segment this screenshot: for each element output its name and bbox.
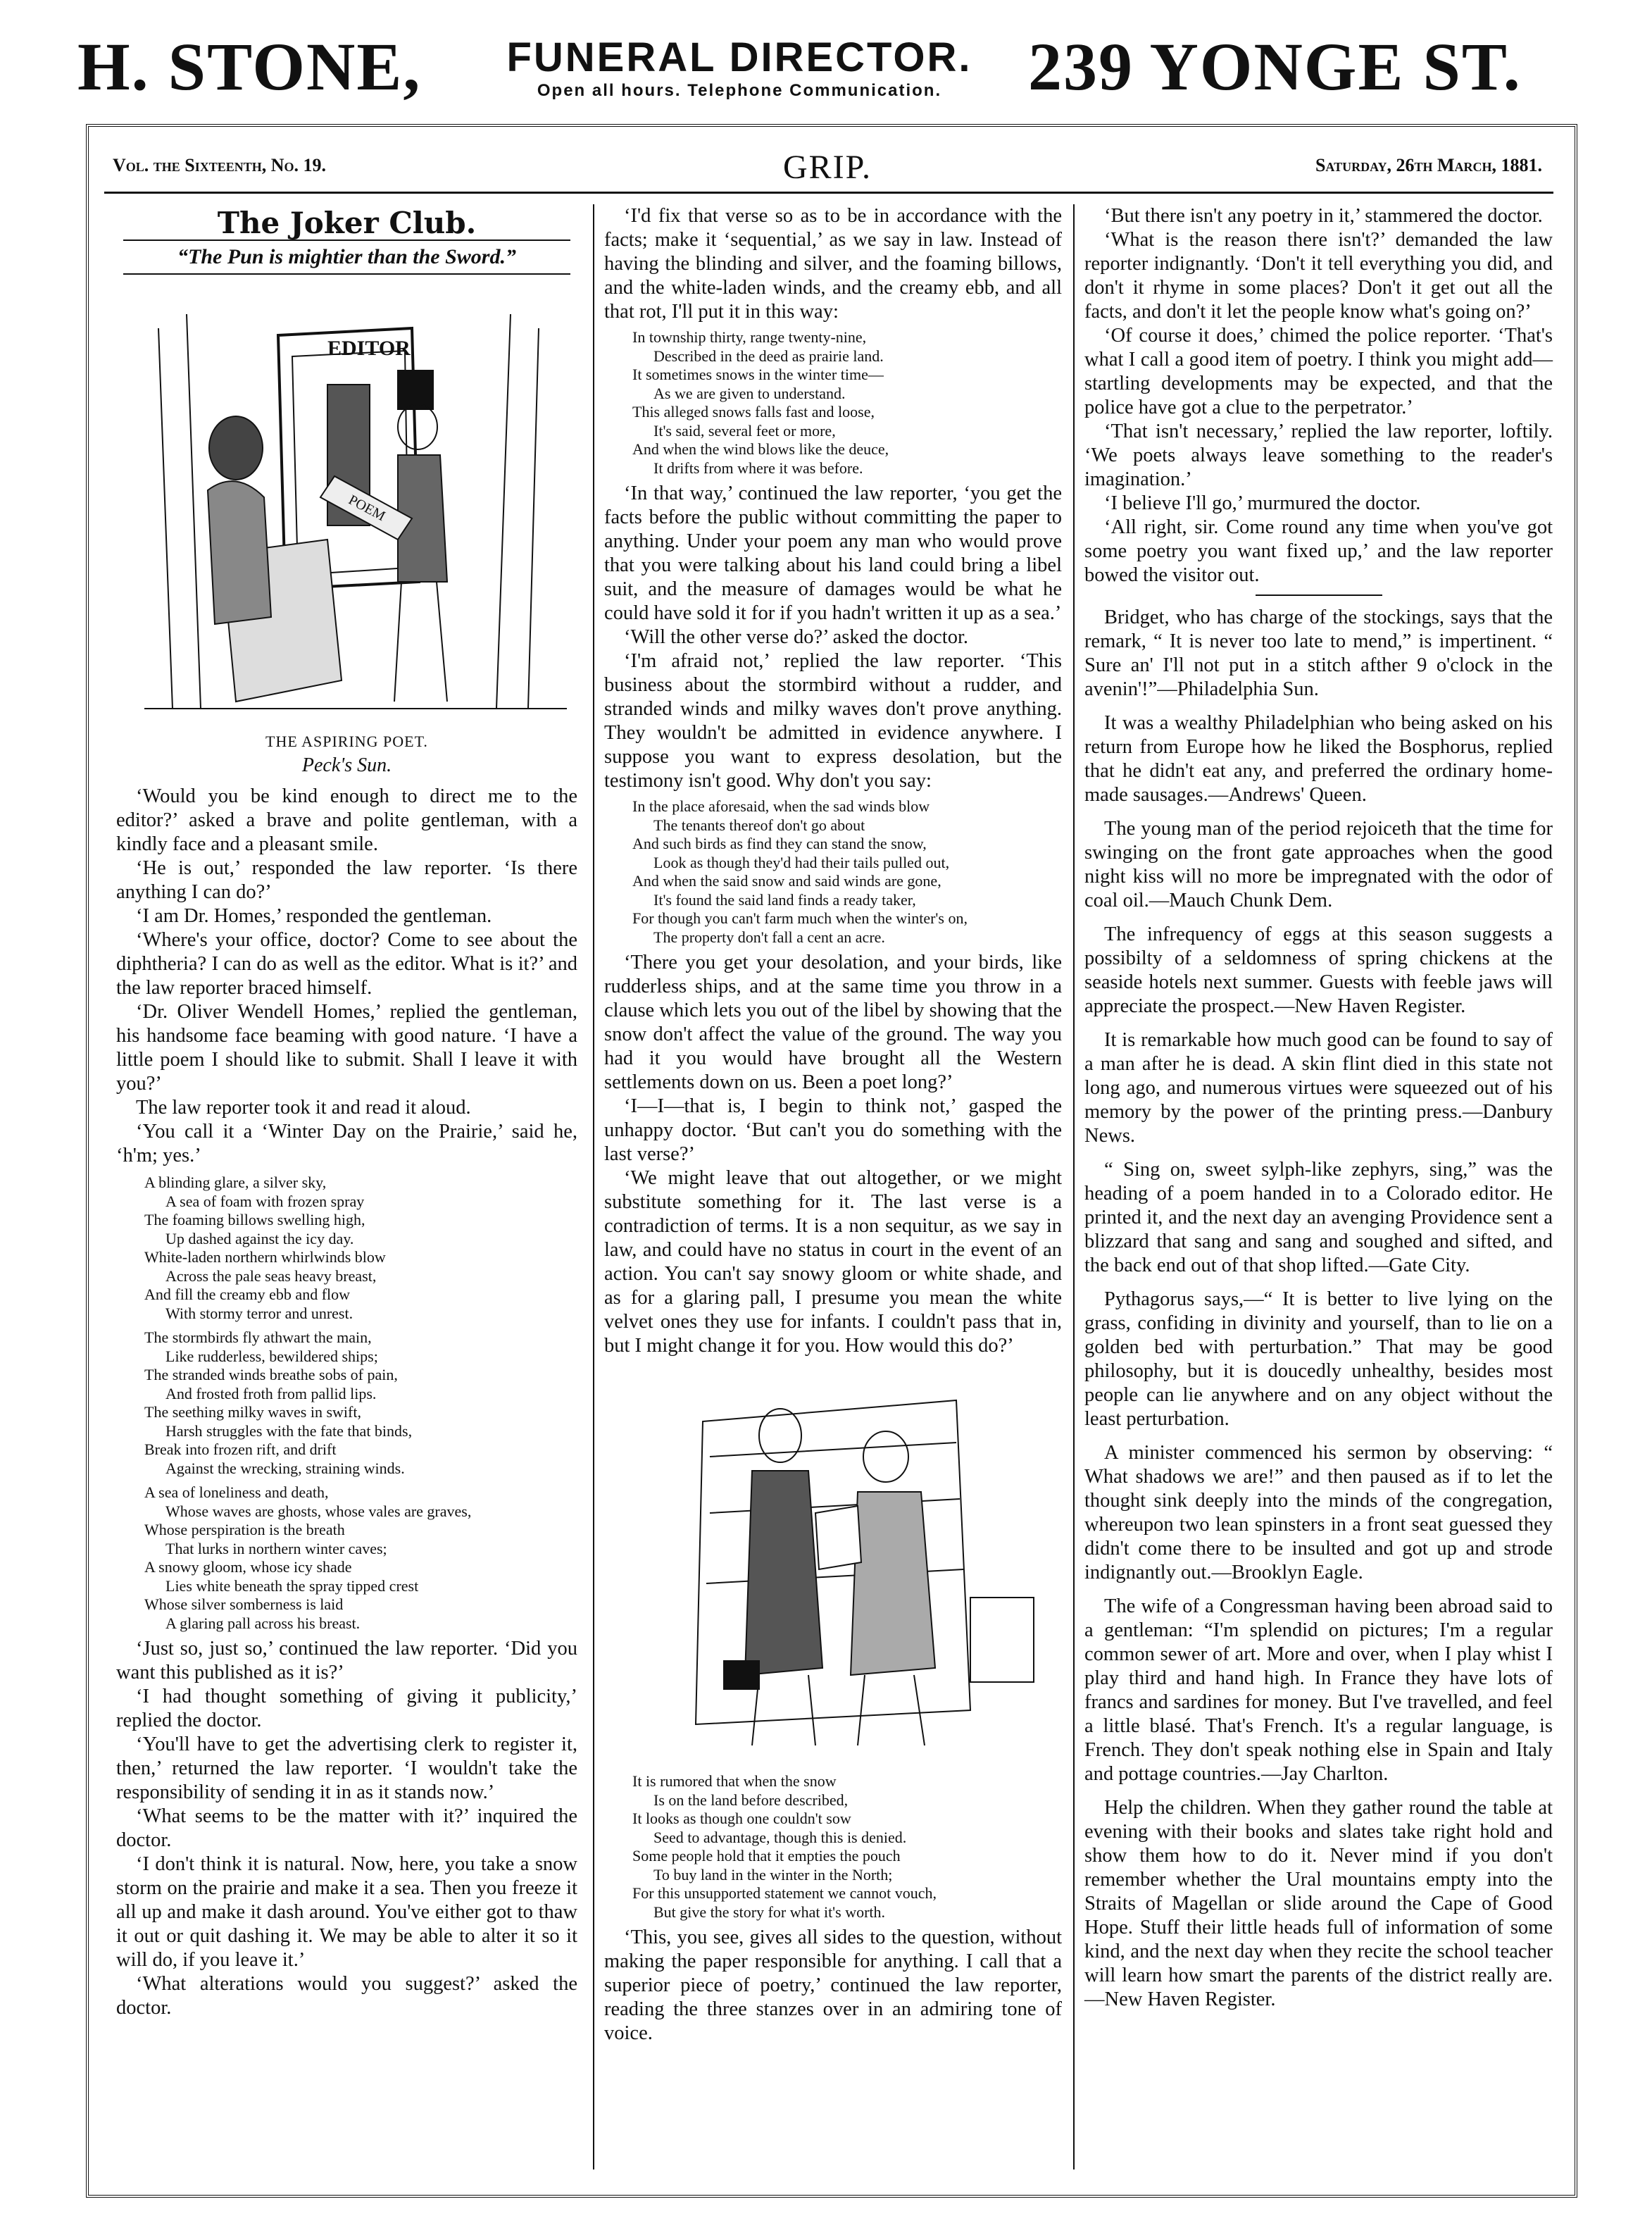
column1-paragraphs-b [116, 1637, 577, 2020]
paragraph: Pythagorus says,—“ It is better to live lying on the grass, confiding in divinity and yourself, than to lie on a golden bed with perturbation.” That may be good philosophy, but it is doucedly unhealthy, besides most people can lie anywhere and on any object without the least perturbation. [1084, 1288, 1553, 1430]
poem-line: Is on the land before described, [653, 1791, 849, 1809]
poem-line: This alleged snows falls fast and loose, [632, 403, 875, 421]
illus-scroll-label: POEM [346, 492, 388, 525]
poem-line: The foaming billows swelling high, [144, 1211, 365, 1228]
paragraph: “ Sing on, sweet sylph-like zephyrs, sing,” was the heading of a poem handed in to a Colorado editor. He printed it, and the next day an avenging Providence sent a blizzard that sang and sang and soughed and sifted, and the back end out of that shop lifted.—Gate City. [1084, 1159, 1553, 1276]
poem-line: Whose silver somberness is laid [144, 1595, 344, 1613]
poem-line: Up dashed against the icy day. [165, 1229, 354, 1247]
poem-stanza [144, 1328, 577, 1478]
poem-line: Against the wrecking, straining winds. [165, 1459, 405, 1477]
column2-paragraphs-b [604, 482, 1062, 793]
poem-line: It looks as though one couldn't sow [632, 1810, 851, 1827]
poem-line: And when the said snow and said winds are gone, [632, 872, 941, 890]
issue-date: Saturday, 26th March, 1881. [1315, 155, 1542, 175]
paragraph: ‘I'm afraid not,’ replied the law reporter. ‘This business about the stormbird without a rudder, and stranded winds and milky waves don't prove anything. They wouldn't be admitted in evidence anywhere. I suppose you want to express desolation, but the testimony isn't good. Why don't you say: [604, 650, 1062, 792]
poem-rumored [632, 1772, 1062, 1922]
poem-stanza [144, 1483, 577, 1633]
paragraph: ‘I had thought something of giving it publicity,’ replied the doctor. [116, 1686, 577, 1731]
illustration-credit: Peck's Sun. [301, 754, 392, 776]
poem-line: A blinding glare, a silver sky, [144, 1173, 327, 1191]
paragraph: ‘Will the other verse do?’ asked the doctor. [624, 626, 968, 648]
poem-line: And when the wind blows like the deuce, [632, 440, 889, 458]
paragraph: The wife of a Congressman having been abroad said to a gentleman: “I'm splendid on pictures; I'm a regular common sewer of art. More and over, when I play whist I play third and hand high. In France they have lots of francs and sardines for money. But I've travelled, and feel a little blasé. That's French. It's a regular language, is French. They don't speak nothing else in Spain and Italy and pottage countries.—Jay Charlton. [1084, 1595, 1553, 1785]
paragraph: A minister commenced his sermon by observing: “ What shadows we are!” and then paused as if to let the thought sink deeply into the minds of the congregation, whereupon two lean spinsters in a front seat guessed they didn't come there to be insulted and got up and strode indignantly out.—Brooklyn Eagle. [1084, 1442, 1553, 1583]
poem-line: Described in the deed as prairie land. [653, 347, 884, 365]
running-head [113, 148, 1542, 186]
poem-line: The seething milky waves in swift, [144, 1403, 361, 1421]
paragraph: ‘What is the reason there isn't?’ demanded the law reporter indignantly. ‘Don't it tell everything you did, and don't it rhyme in some places? Don't it get out all the facts, and don't it let the people know what's going on?’ [1084, 229, 1553, 323]
paragraph: ‘You'll have to get the advertising clerk to register it, then,’ returned the law reporter. ‘I wouldn't take the responsibility of sending it in as it stands now.’ [116, 1733, 577, 1803]
column-2 [604, 204, 1062, 2046]
poem-line: It is rumored that when the snow [632, 1772, 837, 1790]
paragraph: ‘Of course it does,’ chimed the police reporter. ‘That's what I call a good item of poetry. I think you might add—startling developments may be expected, and that the police have got a clue to the perpetrator.’ [1084, 325, 1553, 418]
paragraph: ‘What alterations would you suggest?’ asked the doctor. [116, 1973, 577, 2019]
poem-line: Harsh struggles with the fate that binds, [165, 1421, 413, 1440]
poem-line: Seed to advantage, though this is denied. [653, 1828, 907, 1846]
section-rule [1256, 594, 1382, 596]
aspiring-poet-illustration [116, 286, 577, 723]
poem-line: To buy land in the winter in the North; [653, 1865, 893, 1884]
paragraph: ‘I'd fix that verse so as to be in accordance with the facts; make it ‘sequential,’ as we say in law. Instead of having the blinding and silver, and the foaming billows, and the white-laden winds, and the creamy ebb, and all that rot, I'll put it in this way: [604, 205, 1062, 323]
advert-hours: Open all hours. Telephone Communication. [537, 81, 942, 100]
poem-line: As we are given to understand. [653, 384, 846, 402]
volume-number: Vol. the Sixteenth, No. 19. [113, 155, 327, 175]
illustration-caption: THE ASPIRING POET. [265, 733, 428, 750]
poem-line: A glaring pall across his breast. [165, 1614, 361, 1632]
paragraph: ‘Just so, just so,’ continued the law reporter. ‘Did you want this published as it is?’ [116, 1638, 577, 1683]
column3-paragraphs-a [1084, 204, 1553, 587]
poem-line: Across the pale seas heavy breast, [165, 1266, 377, 1285]
poem-stanza [144, 1173, 577, 1323]
poem-line: The tenants thereof don't go about [653, 816, 865, 834]
paragraph: ‘He is out,’ responded the law reporter. ‘Is there anything I can do?’ [116, 857, 577, 903]
paragraph: ‘I believe I'll go,’ murmured the doctor. [1104, 492, 1421, 514]
poem-line: Break into frozen rift, and drift [144, 1440, 337, 1458]
poem-line: And such birds as find they can stand the snow, [632, 835, 927, 852]
paragraph: The infrequency of eggs at this season suggests a possibilty of a seldomness of spring chickens at the seaside hotels next summer. Guests with feeble jaws will appreciate the prospect.—New Haven Register. [1084, 923, 1553, 1017]
paragraph: ‘I am Dr. Homes,’ responded the gentleman. [136, 905, 492, 927]
paragraph: ‘In that way,’ continued the law reporter, ‘you get the facts before the public without committing the paper to anything. Under your poem any man who would prove that you were talking about his land could bring a libel suit, and the measure of damages would be what he could have sold it for if you hadn't written it up as a sea.’ [604, 483, 1062, 624]
column-divider [1073, 204, 1075, 2169]
advert-address: 239 YONGE ST. [1028, 29, 1522, 104]
illus-sign-label: EDITOR [327, 337, 411, 360]
poem-line: Whose perspiration is the breath [144, 1521, 345, 1538]
paragraph: ‘Would you be kind enough to direct me to the editor?’ asked a brave and polite gentleman, with a kindly face and a pleasant smile. [116, 785, 577, 855]
paragraph: Bridget, who has charge of the stockings, says that the remark, “ It is never too late to mend,” is impertinent. “ Sure an' I'll not put in a stitch afther 9 o'clock in the avenin'!”—Philadelphia Sun. [1084, 606, 1553, 700]
club-title: The Joker Club. [217, 206, 477, 240]
poem-line: It's found the said land finds a ready taker, [653, 890, 916, 909]
poem-line: Whose waves are ghosts, whose vales are graves, [165, 1502, 472, 1520]
column-divider [593, 204, 594, 2169]
paragraph: ‘You call it a ‘Winter Day on the Prairie,’ said he, ‘h'm; yes.’ [116, 1121, 577, 1166]
poem-line: And frosted froth from pallid lips. [165, 1384, 377, 1402]
poem-line: For this unsupported statement we cannot vouch, [632, 1884, 937, 1902]
poem-place-aforesaid [632, 797, 1062, 947]
poem-line: And fill the creamy ebb and flow [144, 1285, 351, 1303]
poem-winter-day [144, 1173, 577, 1633]
advert-banner [0, 28, 1652, 120]
paragraph: ‘This, you see, gives all sides to the question, without making the paper responsible for anything. I call that a superior piece of poetry,’ continued the law reporter, reading the three stanzes over in an admiring tone of voice. [604, 1926, 1062, 2044]
paragraph: The law reporter took it and read it aloud. [136, 1097, 471, 1119]
poem-line: It sometimes snows in the winter time— [632, 366, 884, 383]
poem-line: The stormbirds fly athwart the main, [144, 1328, 372, 1346]
poem-line: Like rudderless, bewildered ships; [165, 1347, 378, 1365]
club-motto: “The Pun is mightier than the Sword.” [123, 239, 570, 275]
paragraph: ‘What seems to be the matter with it?’ inquired the doctor. [116, 1805, 577, 1851]
column2-paragraphs-d [604, 1926, 1062, 2046]
poem-line: Look as though they'd had their tails pulled out, [653, 853, 950, 871]
poem-line: But give the story for what it's worth. [653, 1903, 886, 1921]
paragraph: ‘All right, sir. Come round any time when you've got some poetry you want fixed up,’ and the law reporter bowed the visitor out. [1084, 516, 1553, 586]
poem-line: A snowy gloom, whose icy shade [144, 1558, 352, 1576]
column1-paragraphs-a [116, 785, 577, 1168]
column-1 [116, 204, 577, 2020]
poem-line: In township thirty, range twenty-nine, [632, 328, 867, 346]
paragraph: ‘Where's your office, doctor? Come to see about the diphtheria? I can do as well as the editor. What is it?’ and the law reporter braced himself. [116, 929, 577, 999]
page-title: GRIP. [782, 149, 872, 186]
poem-line: With stormy terror and unrest. [165, 1304, 353, 1322]
paragraph: ‘There you get your desolation, and your birds, like rudderless ships, and at the same time you throw in a clause which lets you out of the libel by showing that the snow don't affect the value of the ground. The way you had it you would have brought all the Western settlements down on us. Been a poet long?’ [604, 952, 1062, 1093]
paragraph: ‘I don't think it is natural. Now, here, you take a snow storm on the prairie and make it a sea. Then you freeze it all up and make it dash around. You've either got to thaw it out or quit dashing it. We may be able to alter it so it will do, if you leave it.’ [116, 1853, 577, 1971]
poem-line: Lies white beneath the spray tipped crest [165, 1576, 419, 1595]
poem-line: Some people hold that it empties the pouch [632, 1847, 901, 1864]
poem-line: A sea of loneliness and death, [144, 1483, 329, 1501]
column2-paragraphs-c [604, 951, 1062, 1358]
paragraph: Help the children. When they gather round the table at evening with their books and slates take right hold and show them how to do it. Never mind if you don't remember whether the Ural mountains empty into the Straits of Magellan or slide around the Cape of Good Hope. Stuff their little heads full of information of some kind, and the next day when they recite the school teacher will learn how smart the parents of the district really are.—New Haven Register. [1084, 1797, 1553, 2010]
doctor-and-reporter-illustration [604, 1372, 1062, 1767]
paragraph: ‘That isn't necessary,’ replied the law reporter, loftily. ‘We poets always leave something to the reader's imagination.’ [1084, 421, 1553, 490]
poem-line: In the place aforesaid, when the sad winds blow [632, 797, 930, 815]
poem-line: It's said, several feet or more, [653, 421, 836, 440]
poem-line: It drifts from where it was before. [653, 459, 863, 477]
advert-business-block [486, 35, 993, 101]
column3-items [1084, 606, 1553, 2012]
poem-line: A sea of foam with frozen spray [165, 1192, 365, 1210]
paragraph: It is remarkable how much good can be found to say of a man after he is dead. A skin flint died in this state not long ago, and numerous virtues were squeezed out of his memory by the power of the printing press.—Danbury News. [1084, 1029, 1553, 1147]
poem-line: The property don't fall a cent an acre. [653, 928, 885, 946]
paragraph: ‘But there isn't any poetry in it,’ stammered the doctor. [1104, 205, 1543, 227]
poem-line: The stranded winds breathe sobs of pain, [144, 1366, 398, 1383]
paragraph: ‘Dr. Oliver Wendell Homes,’ replied the gentleman, his handsome face beaming with good nature. ‘I have a little poem I should like to submit. Shall I leave it with you?’ [116, 1001, 577, 1095]
head-rule [104, 192, 1553, 194]
poem-township [632, 328, 1062, 478]
poem-line: For though you can't farm much when the winter's on, [632, 909, 968, 927]
column-3 [1084, 204, 1553, 2012]
advert-business: FUNERAL DIRECTOR. [506, 35, 972, 80]
paragraph: It was a wealthy Philadelphian who being asked on his return from Europe how he liked the Bosphorus, replied that he didn't eat any, and preferred the ordinary home-made sausages.—Andrews' Queen. [1084, 712, 1553, 806]
paragraph: The young man of the period rejoiceth that the time for swinging on the front gate approaches when the good night kiss will no more be impregnated with the odor of coal oil.—Mauch Chunk Dem. [1084, 818, 1553, 911]
advert-name: H. STONE, [77, 29, 422, 104]
poem-line: White-laden northern whirlwinds blow [144, 1248, 386, 1266]
paragraph: ‘We might leave that out altogether, or we might substitute something for it. The last verse is a contradiction of terms. It is a non sequitur, as we say in law, and could have no status in court in the event of an action. You can't say snowy gloom or white shade, and as for a glaring pall, I presume you mean the white velvet ones they use for infants. I couldn't pass that in, but I might change it for you. How would this do?’ [604, 1167, 1062, 1357]
poem-line: That lurks in northern winter caves; [165, 1539, 387, 1557]
paragraph: ‘I—I—that is, I begin to think not,’ gasped the unhappy doctor. ‘But can't you do something with the last verse?’ [604, 1095, 1062, 1165]
column2-paragraphs-a [604, 204, 1062, 324]
